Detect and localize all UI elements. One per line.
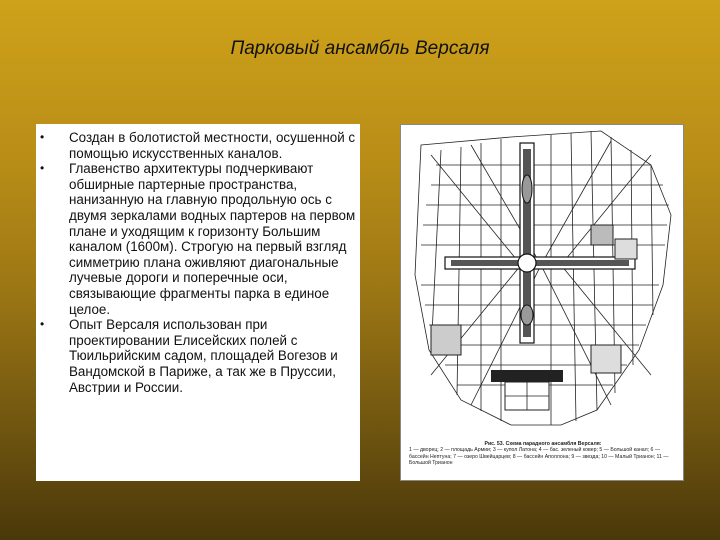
bullet-text: Создан в болотистой местности, осушенной с помощью искусственных каналов. <box>69 130 356 161</box>
bullet-list <box>36 130 356 395</box>
bullet-text: Главенство архитектуры подчеркивают обширные партерные пространства, нанизанную на главную продольную ось с двумя зеркалами водных партеров на первом плане и уходящим к горизонту Большим каналом (1600м). Строгую на первый взгляд симметрию плана оживляют диагональные лучевые дороги и поперечные оси, связывающие фрагменты парка в единое целое. <box>69 161 356 317</box>
versailles-plan-figure <box>400 124 684 481</box>
bullet-item <box>36 161 356 317</box>
caption-text: 1 — дворец; 2 — площадь Армии; 3 — купол Латона; 4 — бас. зеленый ковер; 5 — Большой канал; 6 — бассейн Нептуна; 7 — озеро Швейцарцев; 8 — бассейн Аполлона; 9 — звезда; 10 — Малый Трианон; 11 — Большой Трианон <box>409 447 669 467</box>
bullet-text: Опыт Версаля использован при проектировании Елисейских полей с Тюильрийским садом, площадей Вогезов и Вандомской в Париже, а так же в Пруссии, Австрии и России. <box>69 317 338 395</box>
bullet-dot: • <box>40 161 45 176</box>
bullet-dot: • <box>40 317 45 332</box>
bullet-dot: • <box>40 130 45 144</box>
bullet-item <box>36 130 356 161</box>
caption-title: Рис. 53. Схема парадного ансамбля Версаля: <box>484 441 602 447</box>
text-panel <box>36 124 360 481</box>
figure-caption <box>409 441 677 467</box>
slide-title: Парковый ансамбль Версаля <box>230 38 490 59</box>
bullet-item <box>36 317 356 395</box>
park-plan-drawing <box>401 125 685 435</box>
